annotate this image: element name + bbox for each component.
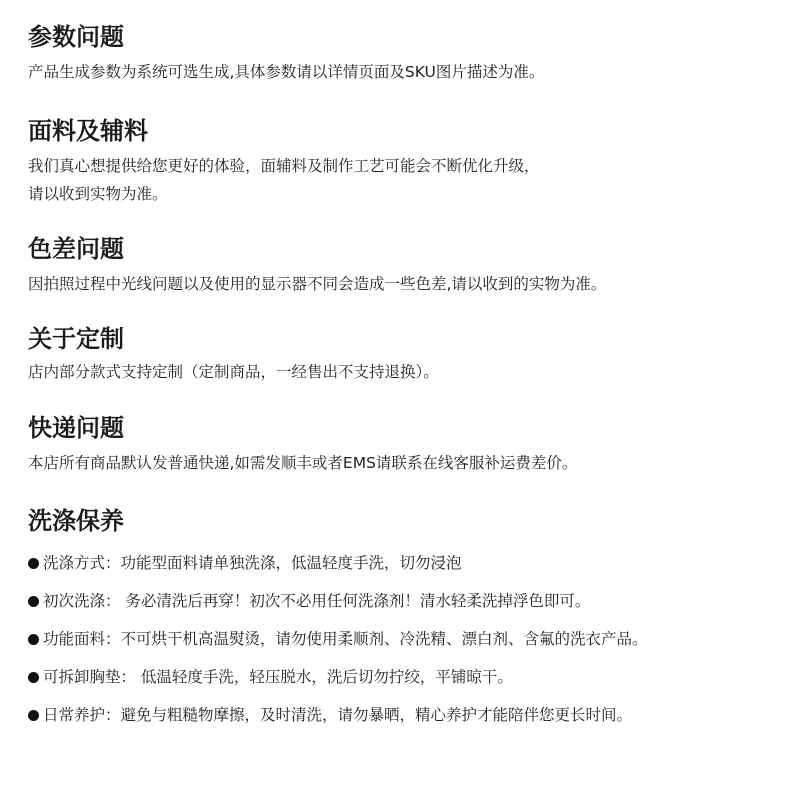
care-item-text: 可拆卸胸垫： 低温轻度手洗，轻压脱水，洗后切勿拧绞，平铺晾干。: [43, 668, 513, 686]
care-list: [28, 548, 778, 738]
bullet-dot-icon: [28, 710, 39, 721]
section-shipping: [28, 413, 778, 477]
section-fabric: [28, 116, 778, 208]
care-item-text: 初次洗涤： 务必清洗后再穿！初次不必用任何洗涤剂！清水轻柔洗掉浮色即可。: [43, 592, 591, 610]
section-text: 店内部分款式支持定制（定制商品，一经售出不支持退换）。: [28, 363, 439, 381]
bullet-dot-icon: [28, 558, 39, 569]
section-washing-care: [28, 506, 778, 536]
section-customization: [28, 324, 778, 386]
section-text: 请以收到实物为准。: [28, 185, 168, 203]
section-title: 关于定制: [28, 325, 124, 353]
section-text: 产品生成参数为系统可选生成,具体参数请以详情页面及SKU图片描述为准。: [28, 63, 545, 81]
list-item: [28, 662, 778, 700]
section-text: 本店所有商品默认发普通快递,如需发顺丰或者EMS请联系在线客服补运费差价。: [28, 454, 578, 472]
care-item-text: 日常养护：避免与粗糙物摩擦，及时清洗，请勿暴晒，精心养护才能陪伴您更长时间。: [43, 706, 633, 724]
section-text: 我们真心想提供给您更好的体验，面辅料及制作工艺可能会不断优化升级，: [28, 157, 540, 175]
section-text: 因拍照过程中光线问题以及使用的显示器不同会造成一些色差,请以收到的实物为准。: [28, 275, 607, 293]
bullet-dot-icon: [28, 634, 39, 645]
bullet-dot-icon: [28, 672, 39, 683]
bullet-dot-icon: [28, 596, 39, 607]
list-item: [28, 700, 778, 738]
section-color-difference: [28, 234, 778, 298]
care-item-text: 洗涤方式：功能型面料请单独洗涤，低温轻度手洗，切勿浸泡: [43, 554, 462, 572]
section-title: 色差问题: [28, 235, 124, 263]
list-item: [28, 548, 778, 586]
section-title: 洗涤保养: [28, 507, 124, 535]
list-item: [28, 586, 778, 624]
section-title: 快递问题: [28, 414, 124, 442]
section-parameters: [28, 22, 778, 86]
care-item-text: 功能面料：不可烘干机高温熨烫，请勿使用柔顺剂、冷洗精、漂白剂、含氟的洗衣产品。: [43, 630, 648, 648]
section-title: 面料及辅料: [28, 117, 148, 145]
section-title: 参数问题: [28, 23, 124, 51]
list-item: [28, 624, 778, 662]
